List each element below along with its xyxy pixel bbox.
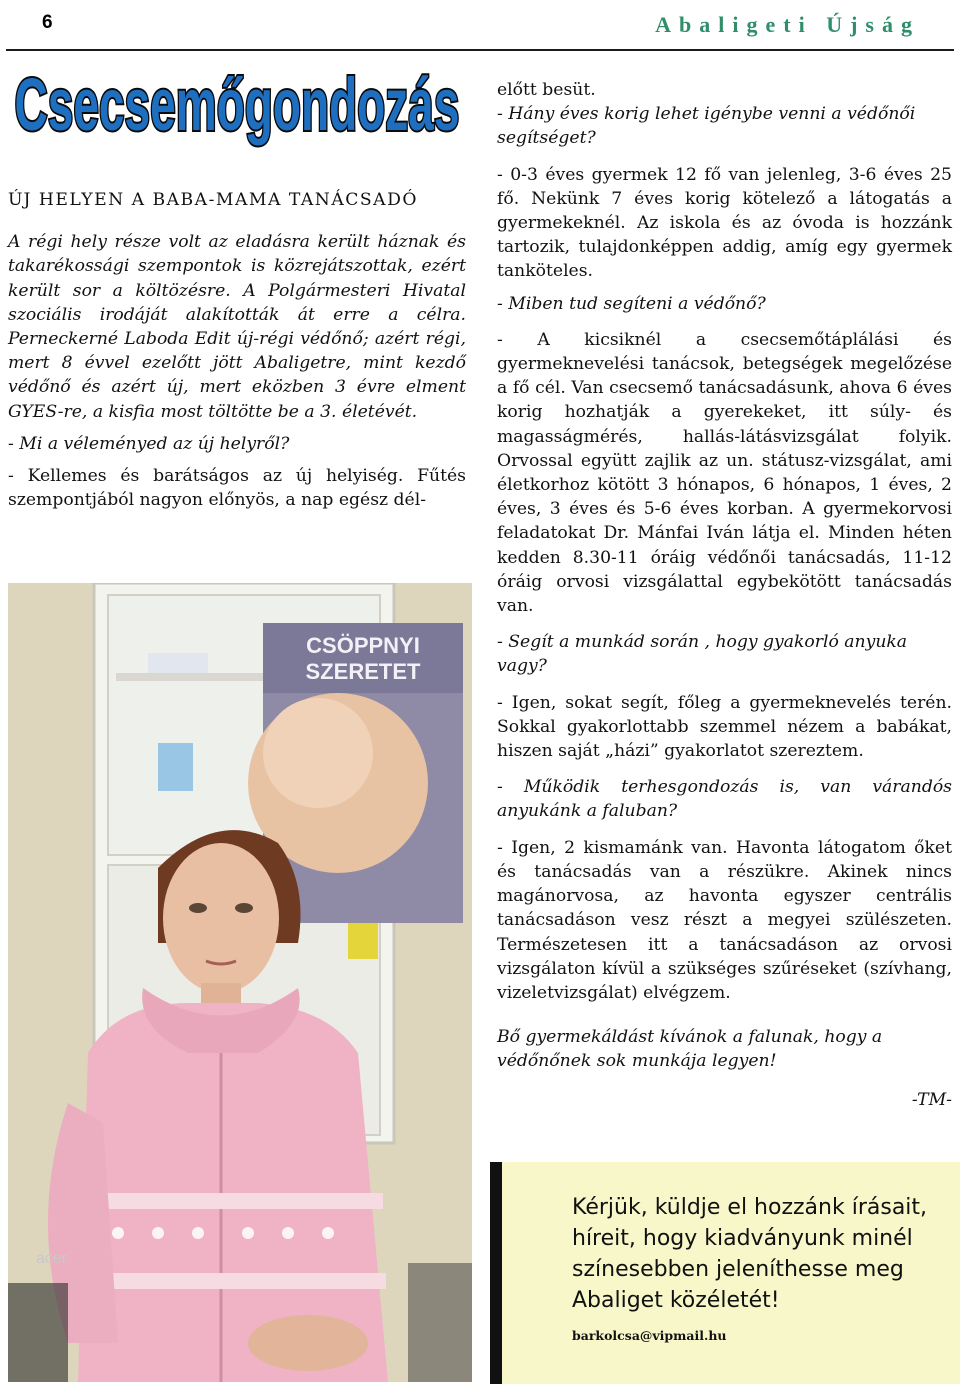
author-signature: -TM- — [911, 1089, 952, 1110]
article-intro: A régi hely része volt az eladásra került háznak és takarékossági szempontok is közrejátszottak, ezért került sor a költözésre. A Polgármesteri Hivatal szociális irodáját alakították át erre a célra. Perneckerné Laboda Edit új-régi védőnő; azért régi, mert 8 évvel ezelőtt jött Abaligetre, mint kezdő védőnő és azért új, mert eközben 3 évre elment GYES-re, a kisfia most töltötte be a 3. életévét. — [8, 232, 466, 422]
question-3: - Miben tud segíteni a védőnő? — [497, 293, 766, 314]
article-photo — [8, 583, 472, 1382]
question-1: - Mi a véleményed az új helyről? — [8, 433, 290, 454]
shirt-brand: acer — [36, 1250, 68, 1267]
question-5: - Működik terhesgondozás is, van várandós anyukánk a faluban? — [497, 777, 952, 822]
question-4: - Segít a munkád során , hogy gyakorló anyuka vagy? — [497, 632, 908, 677]
submission-callout — [490, 1162, 960, 1384]
header-rule — [6, 49, 954, 51]
right-column — [497, 78, 952, 1112]
article-headline — [10, 58, 465, 150]
article-subtitle: ÚJ HELYEN A BABA-MAMA TANÁCSADÓ — [8, 190, 418, 210]
poster-text-2: SZERETET — [305, 659, 421, 684]
closing-wish: Bő gyermekáldást kívánok a falunak, hogy a védőnőnek sok munkája legyen! — [497, 1027, 883, 1072]
left-column — [8, 188, 466, 512]
headline-text: Csecsemőgondozás — [14, 63, 460, 146]
publication-title: Abaligeti Újság — [655, 12, 920, 37]
contact-email[interactable]: barkolcsa@vipmail.hu — [572, 1328, 727, 1343]
question-2: - Hány éves korig lehet igénybe venni a védőnői segítséget? — [497, 104, 916, 149]
answer-3: - A kicsiknél a csecsemőtáplálási és gyermeknevelési tanácsok, betegségek megelőzése a fő cél. Van csecsemő tanácsadásunk, ahova 6 éves korig hozhatják a gyerekeket, itt súly- és magasságmérés, hallás-látásvizsgálat folyik. Orvossal együtt zajlik az un. státusz-vizsgálat, ami életkorhoz kötött 3 hónapos, 6 hónapos, 1 éves, 2 éves, 3 éves és 5-6 éves korban. A gyermekorvosi feladatokat Dr. Mánfai Iván látja el. Minden héten kedden 8.30-11 óráig védőnői tanácsadás, 11-12 óráig orvosi vizsgálattal egybekötött tanácsadás van. — [497, 329, 952, 617]
answer-5: - Igen, 2 kismamánk van. Havonta látogatom őket és tanácsadás van a részükre. Akinek nincs magánorvosa, az havonta egyszer centrális tanácsadáson vesz részt a megyei szülészeten. Természetesen itt a tanácsadáson az orvosi vizsgálaton kívül a szükséges szűréseket (szívhang, vizeletvizsgálat) elvégzem. — [497, 837, 952, 1003]
answer-4: - Igen, sokat segít, főleg a gyermeknevelés terén. Sokkal gyakorlottabb szemmel nézem a babákat, hiszen saját „házi” gyakorlatot szereztem. — [497, 692, 952, 762]
page-number: 6 — [42, 12, 53, 33]
callout-text: Kérjük, küldje el hozzánk írásait, híreit, hogy kiadványunk minél színesebben jeleníthesse meg Abaliget közéletét! — [572, 1195, 928, 1313]
answer-1: - Kellemes és barátságos az új helyiség. Fűtés szempontjából nagyon előnyös, a nap egész dél- — [8, 466, 466, 511]
answer-1-continued: előtt besüt. — [497, 80, 596, 100]
answer-2: - 0-3 éves gyermek 12 fő van jelenleg, 3-6 éves 25 fő. Nekünk 7 éves korig kötelező a látogatás a gyermekeknél. Az iskola és az óvoda is hozzánk tartozik, tulajdonképpen addig, amíg egy gyermek tanköteles. — [497, 164, 952, 282]
poster-text-1: CSÖPPNYI — [306, 633, 420, 658]
